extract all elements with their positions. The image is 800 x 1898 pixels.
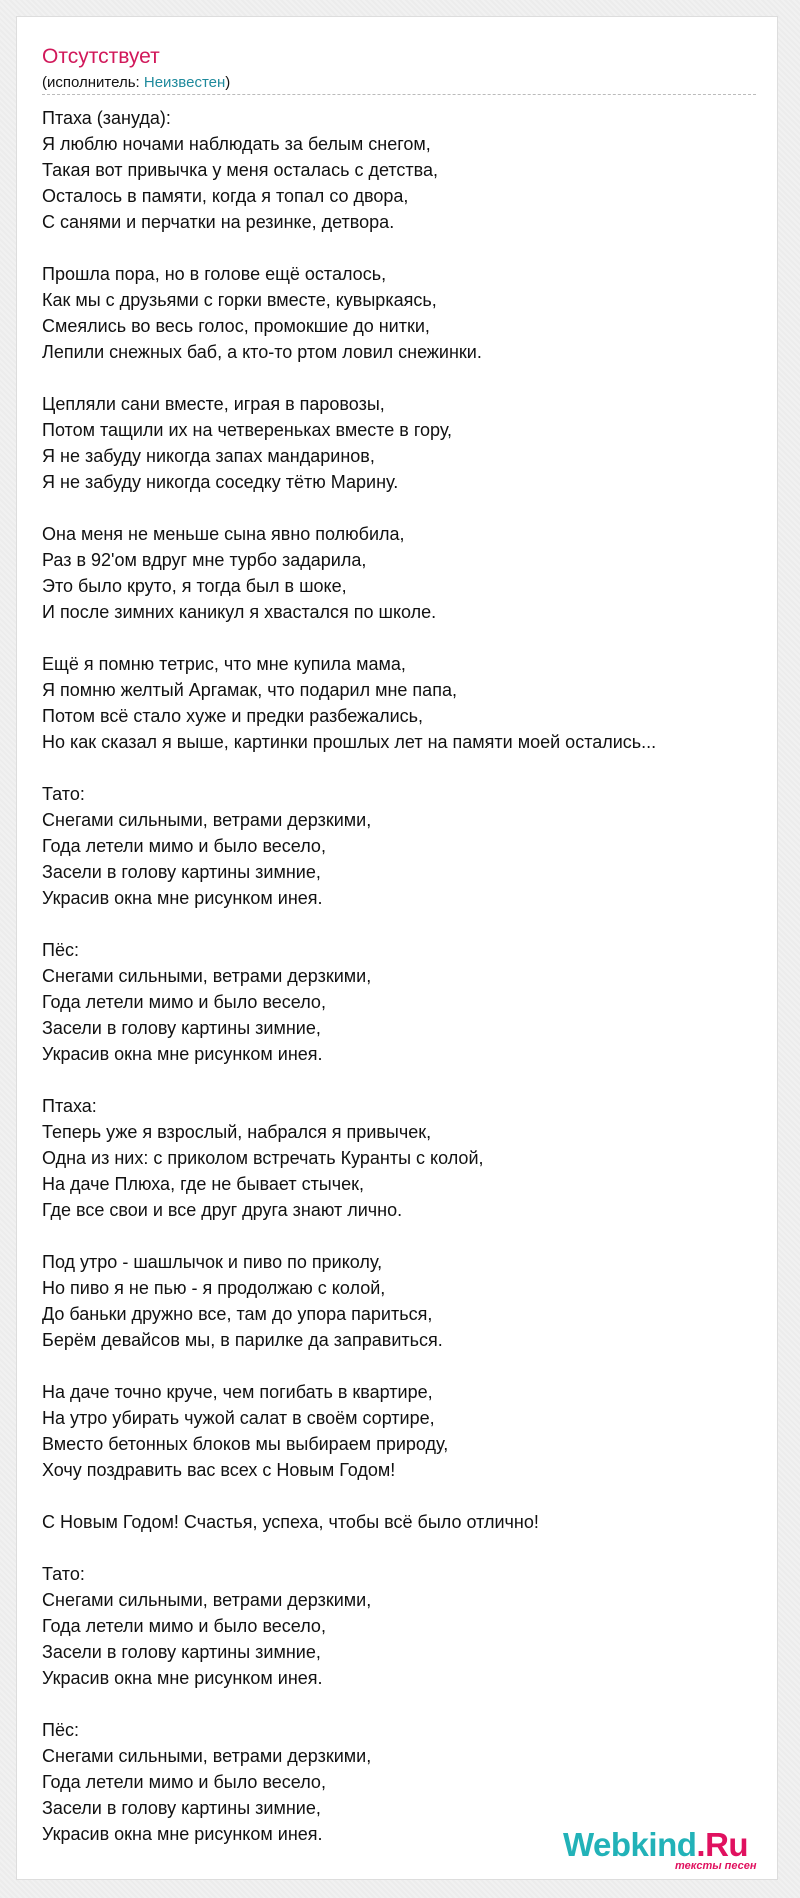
logo-brand: Webkind <box>563 1826 697 1863</box>
logo-wordmark <box>563 1828 748 1862</box>
song-title: Отсутствует <box>42 45 160 68</box>
artist-link[interactable]: Неизвестен <box>143 74 226 91</box>
lyrics-text: Птаха (зануда): Я люблю ночами наблюдать за белым снегом, Такая вот привычка у меня осталась с детства, Осталось в памяти, когда я топал со двора, С санями и перчатки на резинке, детвора. Прошла пора, но в голове ещё осталось, Как мы с друзьями с горки вместе, кувыркаясь, Смеялись во весь голос, промокшие до нитки, Лепили снежных баб, а кто-то ртом ловил снежинки. Цепляли сани вместе, играя в паровозы, Потом тащили их на четвереньках вместе в гору, Я не забуду никогда запах мандаринов, Я не забуду никогда соседку тётю Марину. Она меня не меньше сына явно полюбила, Раз в 92'ом вдруг мне турбо задарила, Это было круто, я тогда был в шоке, И после зимних каникул я хвастался по школе. Ещё я помню тетрис, что мне купила мама, Я помню желтый Аргамак, что подарил мне папа, Потом всё стало хуже и предки разбежались, Но как сказал я выше, картинки прошлых лет на памяти моей остались... Тато: Снегами сильными, ветрами дерзкими, Года летели мимо и было весело, Засели в голову картины зимние, Украсив окна мне рисунком инея. Пёс: Снегами сильными, ветрами дерзкими, Года летели мимо и было весело, Засели в голову картины зимние, Украсив окна мне рисунком инея. Птаха: Теперь уже я взрослый, набрался я привычек, Одна из них: с приколом встречать Куранты с колой, На даче Плюха, где не бывает стычек, Где все свои и все друг друга знают лично. Под утро - шашлычок и пиво по приколу, Но пиво я не пью - я продолжаю с колой, До баньки дружно все, там до упора париться, Берём девайсов мы, в парилке да заправиться. На даче точно круче, чем погибать в квартире, На утро убирать чужой салат в своём сортире, Вместо бетонных блоков мы выбираем природу, Хочу поздравить вас всех с Новым Годом! С Новым Годом! Счастья, успеха, чтобы всё было отлично! Тато: Снегами сильными, ветрами дерзкими, Года летели мимо и было весело, Засели в голову картины зимние, Украсив окна мне рисунком инея. Пёс: Снегами сильными, ветрами дерзкими, Года летели мимо и было весело, Засели в голову картины зимние, Украсив окна мне рисунком инея. <box>42 108 657 1844</box>
title-divider <box>42 94 756 95</box>
logo-tld: .Ru <box>696 1826 749 1863</box>
artist-line <box>42 73 230 93</box>
logo-tagline: тексты песен <box>675 1860 757 1872</box>
artist-suffix: ) <box>225 74 231 91</box>
site-logo[interactable] <box>563 1828 763 1872</box>
lyrics-card <box>16 16 778 1880</box>
artist-prefix: (исполнитель: <box>42 74 144 91</box>
